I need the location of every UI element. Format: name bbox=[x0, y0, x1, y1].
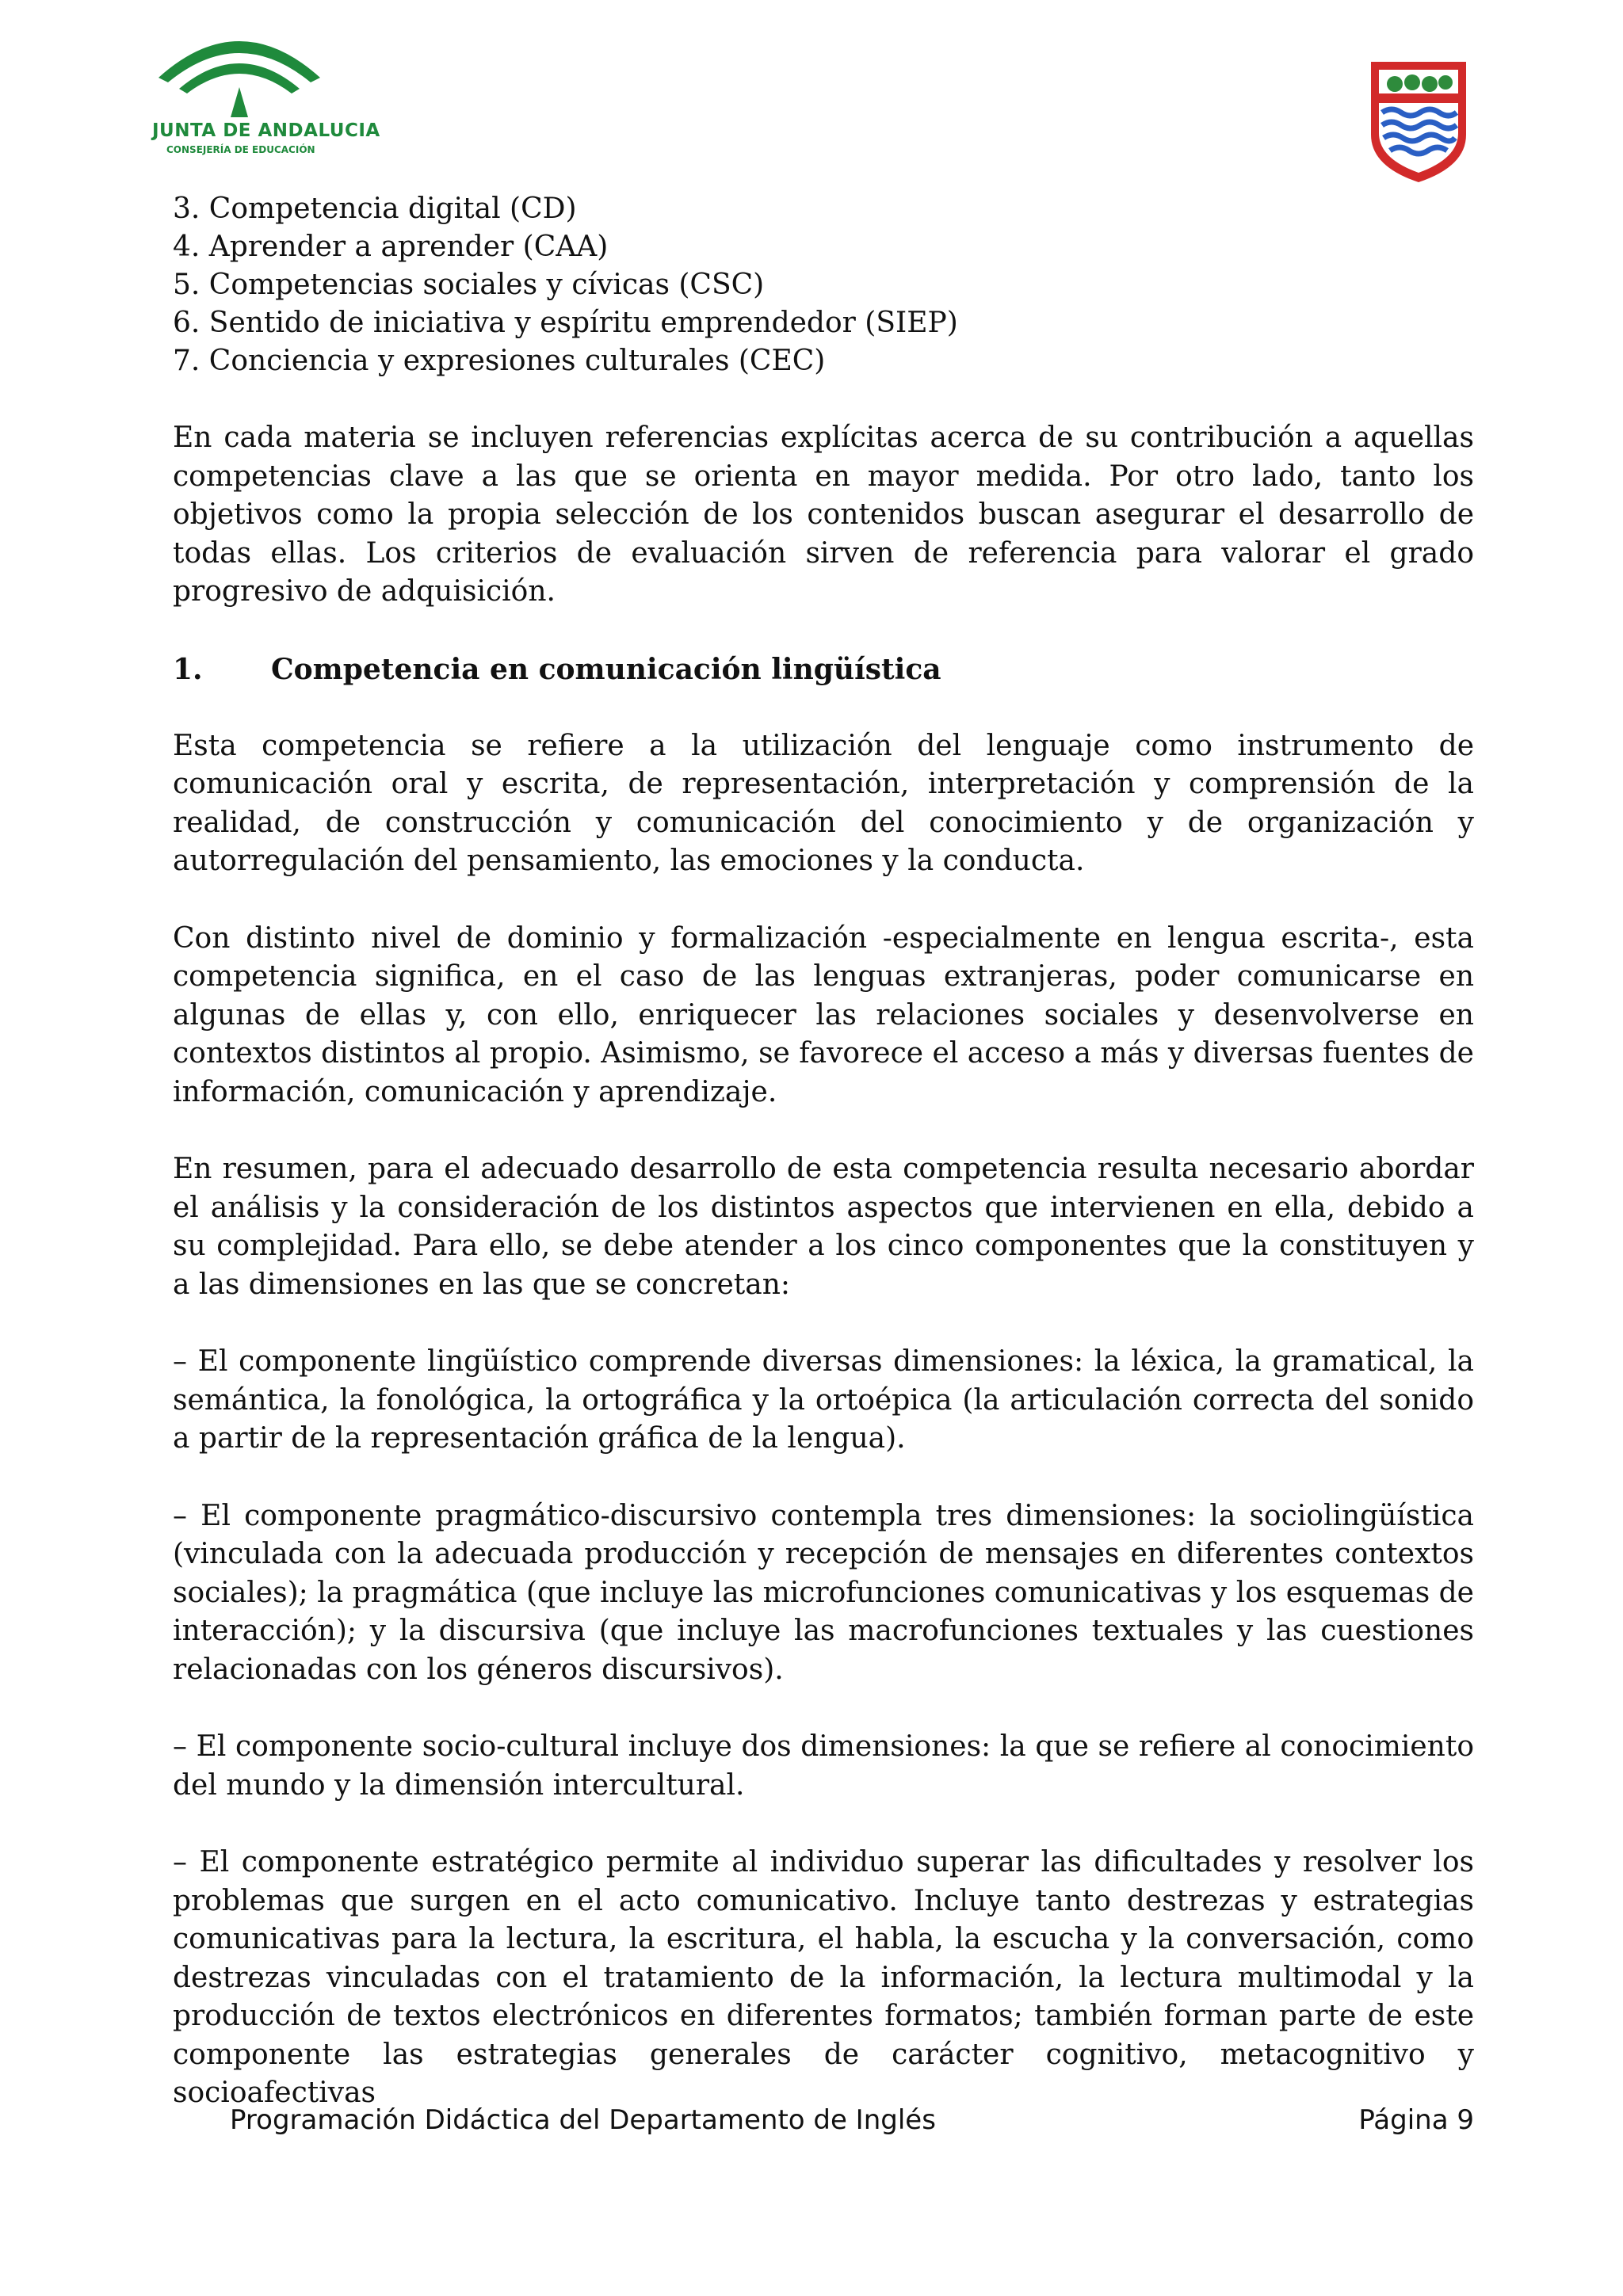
shield-icon bbox=[1368, 59, 1469, 184]
section-title: Competencia en comunicación lingüística bbox=[271, 652, 941, 686]
section-heading bbox=[173, 650, 1474, 688]
list-item: 6. Sentido de iniciativa y espíritu emprendedor (SIEP) bbox=[173, 307, 958, 339]
paragraph: – El componente pragmático-discursivo contempla tres dimensiones: la sociolingüística (vinculada con la adecuada producción y recepción de mensajes en diferentes contextos sociales); la pragmática (que incluye las microfunciones comunicativas y los esquemas de interacción); y la discursiva (que incluye las macrofunciones textuales y las cuestiones relacionadas con los géneros discursivos). bbox=[173, 1499, 1474, 1686]
footer-title: Programación Didáctica del Departamento de Inglés bbox=[230, 2104, 936, 2136]
paragraph: – El componente socio-cultural incluye dos dimensiones: la que se refiere al conocimiento del mundo y la dimensión intercultural. bbox=[173, 1730, 1474, 1802]
paragraph: Esta competencia se refiere a la utilización del lenguaje como instrumento de comunicación oral y escrita, de representación, interpretación y comprensión de la realidad, de construcción y comunicación del conocimiento y de organización y autorregulación del pensamiento, las emociones y la conducta. bbox=[173, 729, 1474, 877]
list-item: 5. Competencias sociales y cívicas (CSC) bbox=[173, 269, 765, 301]
paragraph: Con distinto nivel de dominio y formalización -especialmente en lengua escrita-, esta competencia significa, en el caso de las lenguas extranjeras, poder comunicarse en algunas de ellas y, con ello, enriquecer las relaciones sociales y desenvolverse en contextos distintos al propio. Asimismo, se favorece el acceso a más y diversas fuentes de información, comunicación y aprendizaje. bbox=[173, 921, 1474, 1108]
list-item: 3. Competencia digital (CD) bbox=[173, 193, 577, 225]
page-number: Página 9 bbox=[1358, 2104, 1474, 2136]
list-item: 7. Conciencia y expresiones culturales (CEC) bbox=[173, 345, 826, 377]
school-shield-logo bbox=[1368, 59, 1469, 184]
junta-arch-icon bbox=[152, 21, 327, 124]
junta-de-andalucia-logo bbox=[152, 21, 380, 162]
section-number: 1. bbox=[173, 652, 203, 686]
paragraph: En resumen, para el adecuado desarrollo de esta competencia resulta necesario abordar el análisis y la consideración de los distintos aspectos que intervienen en ella, debido a su complejidad. Para ello, se debe atender a los cinco componentes que la constituyen y a las dimensiones en las que se concretan: bbox=[173, 1153, 1474, 1301]
logo-subtitle: CONSEJERÍA DE EDUCACIÓN bbox=[166, 144, 315, 155]
logo-title: JUNTA DE ANDALUCIA bbox=[152, 120, 380, 141]
list-item: 4. Aprender a aprender (CAA) bbox=[173, 231, 609, 263]
intro-paragraph: En cada materia se incluyen referencias explícitas acerca de su contribución a aquellas competencias clave a las que se orienta en mayor medida. Por otro lado, tanto los objetivos como la propia selección de los contenidos buscan asegurar el desarrollo de todas ellas. Los criterios de evaluación sirven de referencia para valorar el grado progresivo de adquisición. bbox=[173, 421, 1474, 608]
page-footer bbox=[230, 2104, 1474, 2144]
document-body bbox=[173, 190, 1474, 2113]
paragraph: – El componente lingüístico comprende diversas dimensiones: la léxica, la gramatical, la semántica, la fonológica, la ortográfica y la ortoépica (la articulación correcta del sonido a partir de la representación gráfica de la lengua). bbox=[173, 1345, 1474, 1455]
paragraph: – El componente estratégico permite al individuo superar las dificultades y resolver los problemas que surgen en el acto comunicativo. Incluye tanto destrezas y estrategias comunicativas para la lectura, la escritura, el habla, la escucha y la conversación, como destrezas vinculadas con el tratamiento de la información, la lectura multimodal y la producción de textos electrónicos en diferentes formatos; también forman parte de este componente las estrategias generales de carácter cognitivo, metacognitivo y socioafectivas bbox=[173, 1846, 1474, 2109]
